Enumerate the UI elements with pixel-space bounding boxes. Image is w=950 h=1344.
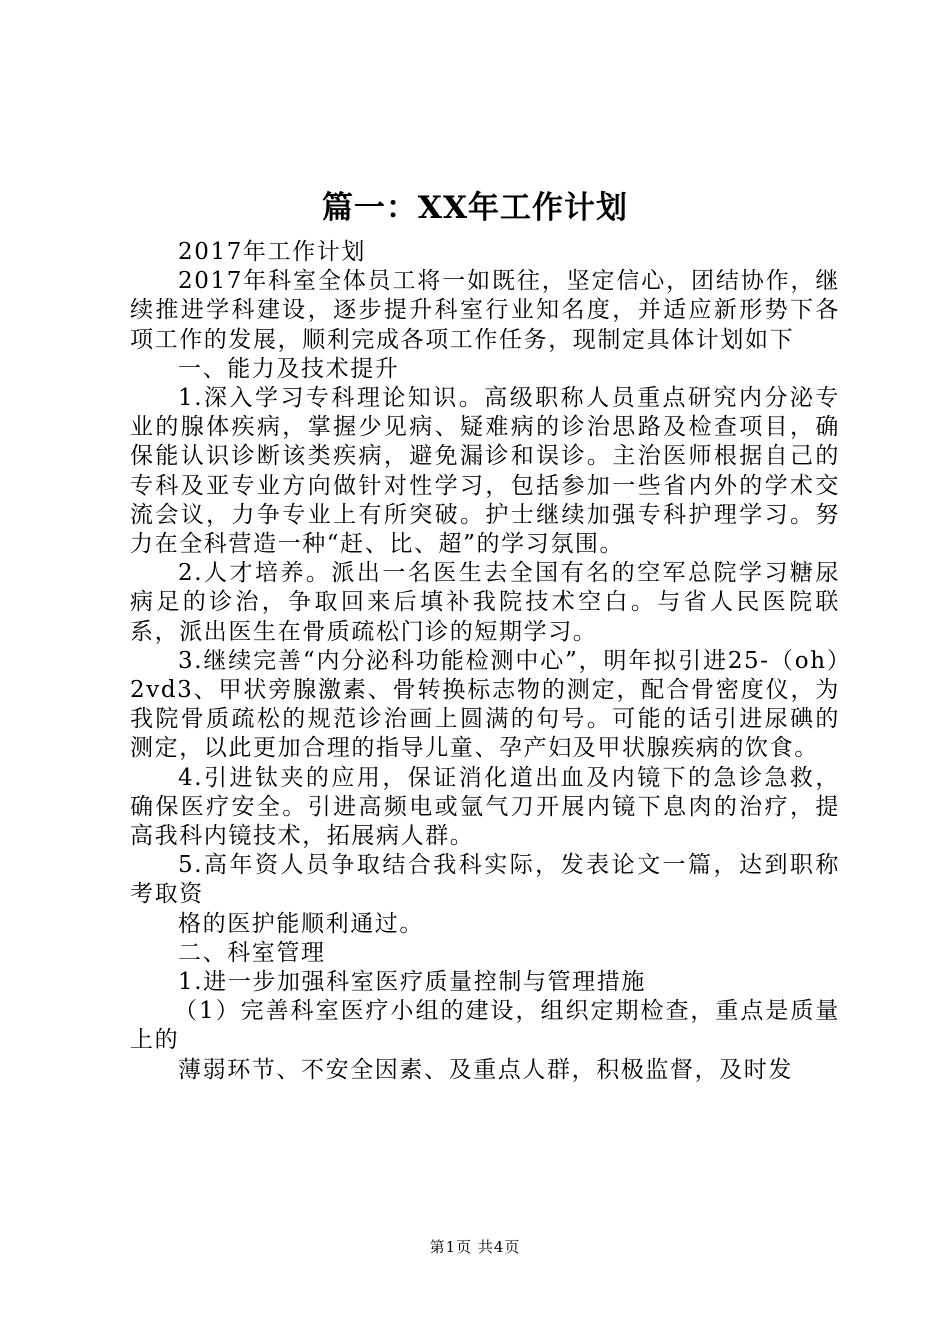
paragraph-intro: 2017年科室全体员工将一如既往，坚定信心，团结协作，继续推进学科建设，逐步提升科室行业知名度，并适应新形势下各项工作的发展，顺利完成各项工作任务，现制定具体计划如下: [130, 268, 840, 353]
paragraph-management-1-sub: （1）完善科室医疗小组的建设，组织定期检查，重点是质量上的: [130, 998, 840, 1054]
section-heading-management: 二、科室管理: [178, 939, 326, 966]
paragraph-item-2: 2.人才培养。派出一名医生去全国有名的空军总院学习糖尿病足的诊治，争取回来后填补我院技术空白。与省人民医院联系，派出医生在骨质疏松门诊的短期学习。: [130, 560, 840, 645]
page-footer: 第1页 共4页: [429, 1238, 521, 1256]
paragraph-item-4: 4.引进钛夹的应用，保证消化道出血及内镜下的急诊急救，确保医疗安全。引进高频电或氩气刀开展内镜下息肉的治疗，提高我科内镜技术，拓展病人群。: [130, 764, 840, 850]
document-title: 篇一：XX年工作计划: [321, 190, 629, 226]
paragraph-management-1: 1.进一步加强科室医疗质量控制与管理措施: [178, 969, 646, 996]
paragraph-item-5: 5.高年资人员争取结合我科实际，发表论文一篇，达到职称考取资: [130, 852, 840, 908]
paragraph-subtitle: 2017年工作计划: [178, 239, 366, 265]
paragraph-item-1: 1.深入学习专科理论知识。高级职称人员重点研究内分泌专业的腺体疾病，掌握少见病、疑难病的诊治思路及检查项目，确保能认识诊断该类疾病，避免漏诊和误诊。主治医师根据自己的专科及亚专业方向做针对性学习，包括参加一些省内外的学术交流会议，力争专业上有所突破。护士继续加强专科护理学习。努力在全科营造一种“赶、比、超”的学习氛围。: [130, 385, 840, 558]
section-heading-ability: 一、能力及技术提升: [178, 355, 400, 382]
paragraph-item-3: 3.继续完善“内分泌科功能检测中心”，明年拟引进25-（oh）2vd3、甲状旁腺激素、骨转换标志物的测定，配合骨密度仪，为我院骨质疏松的规范诊治画上圆满的句号。可能的话引进尿碘的测定，以此更加合理的指导儿童、孕产妇及甲状腺疾病的饮食。: [130, 647, 840, 762]
document-body: [130, 238, 840, 1085]
paragraph-item-5-continued: 格的医护能顺利通过。: [178, 910, 424, 937]
paragraph-management-1-continued: 薄弱环节、不安全因素、及重点人群，积极监督，及时发: [178, 1056, 793, 1083]
